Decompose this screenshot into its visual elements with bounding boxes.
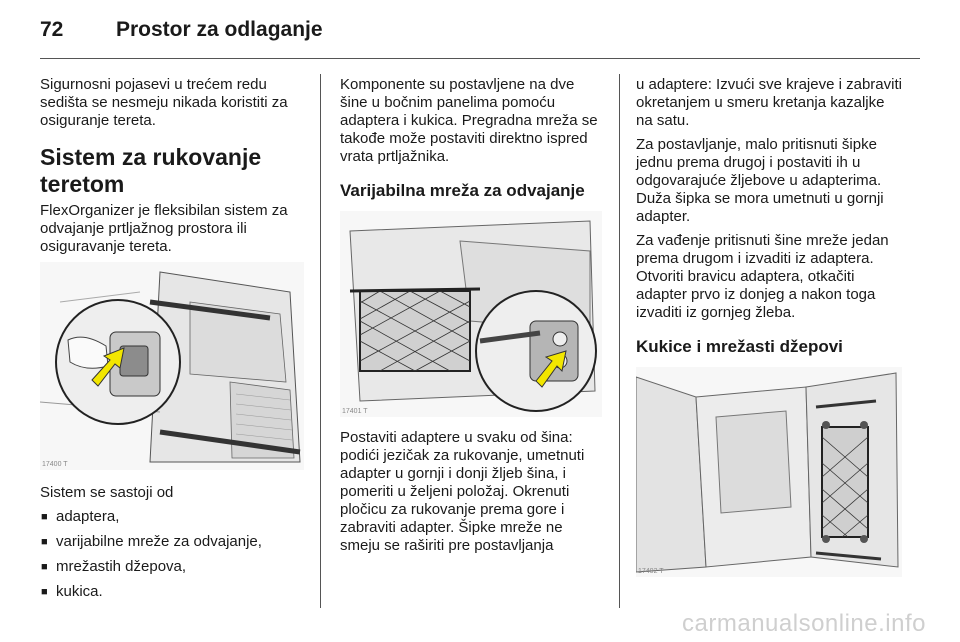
bullet-icon: ■ (41, 586, 48, 598)
adapter-illustration (40, 262, 304, 470)
list-item: ■ adaptera, (41, 508, 120, 525)
component-list (40, 508, 306, 601)
column-2 (340, 76, 604, 561)
section-heading: Sistem za rukovanje teretom (40, 144, 262, 197)
section-paragraph: FlexOrganizer je fleksibilan sistem za odvajanje prtljažnog prostora ili osiguravanje tereta. (40, 202, 288, 255)
figure-pocket (636, 367, 902, 577)
column-1 (40, 76, 306, 608)
list-item: ■ mrežastih džepova, (41, 558, 187, 575)
page-title: Prostor za odlaganje (116, 18, 323, 41)
figure-id: 17401 T (342, 408, 368, 415)
section-heading: Varijabilna mreža za odvajanje (340, 181, 585, 200)
bullet-icon: ■ (41, 561, 48, 573)
page-number: 72 (40, 18, 64, 41)
net-illustration (340, 211, 602, 417)
paragraph: Komponente su postavljene na dve šine u bočnim panelima pomoću adaptera i kukica. Pregradna mreža se takođe može postaviti direktno ispred vrata prtljažnika. (340, 76, 598, 165)
figure-adapter (40, 262, 304, 470)
watermark: carmanualsonline.info (682, 610, 926, 637)
pocket-illustration (636, 367, 902, 577)
column-divider (619, 74, 620, 608)
list-item: ■ kukica. (41, 583, 103, 600)
page-header (40, 18, 920, 58)
bullet-icon: ■ (41, 536, 48, 548)
figure-net (340, 211, 602, 417)
paragraph: Za vađenje pritisnuti šine mreže jedan prema drugom i izvaditi iz adaptera. Otvoriti bravicu adaptera, otkačiti adapter prvo iz donjeg a nakon toga izvaditi iz gornjeg žleba. (636, 232, 889, 321)
intro-paragraph: Sigurnosni pojasevi u trećem redu sedišta se nesmeju nikada koristiti za osiguranje tereta. (40, 76, 288, 129)
column-3 (636, 76, 904, 577)
list-item: ■ varijabilne mreže za odvajanje, (41, 533, 262, 550)
paragraph: Postaviti adaptere u svaku od šina: podići jezičak za rukovanje, umetnuti adapter u gornji i donji žljeb šina, i pomeriti u željeni položaj. Okrenuti pločicu za rukovanje prema gore i zabraviti adapter. Šipke mreže ne smeju se raširiti pre postavljanja (340, 429, 585, 554)
list-intro: Sistem se sastoji od (40, 484, 174, 501)
section-heading: Kukice i mrežasti džepovi (636, 337, 843, 356)
paragraph: Za postavljanje, malo pritisnuti šipke jednu prema drugoj i postaviti ih u odgovarajuće žljebove u adapterima. Duža šipka se mora umetnuti u gornji adapter. (636, 136, 884, 225)
bullet-icon: ■ (41, 511, 48, 523)
column-divider (320, 74, 321, 608)
paragraph: u adaptere: Izvući sve krajeve i zabraviti okretanjem u smeru kretanja kazaljke na satu. (636, 76, 902, 129)
header-rule (40, 58, 920, 59)
figure-id: 17402 T (638, 568, 664, 575)
figure-id: 17400 T (42, 461, 68, 468)
